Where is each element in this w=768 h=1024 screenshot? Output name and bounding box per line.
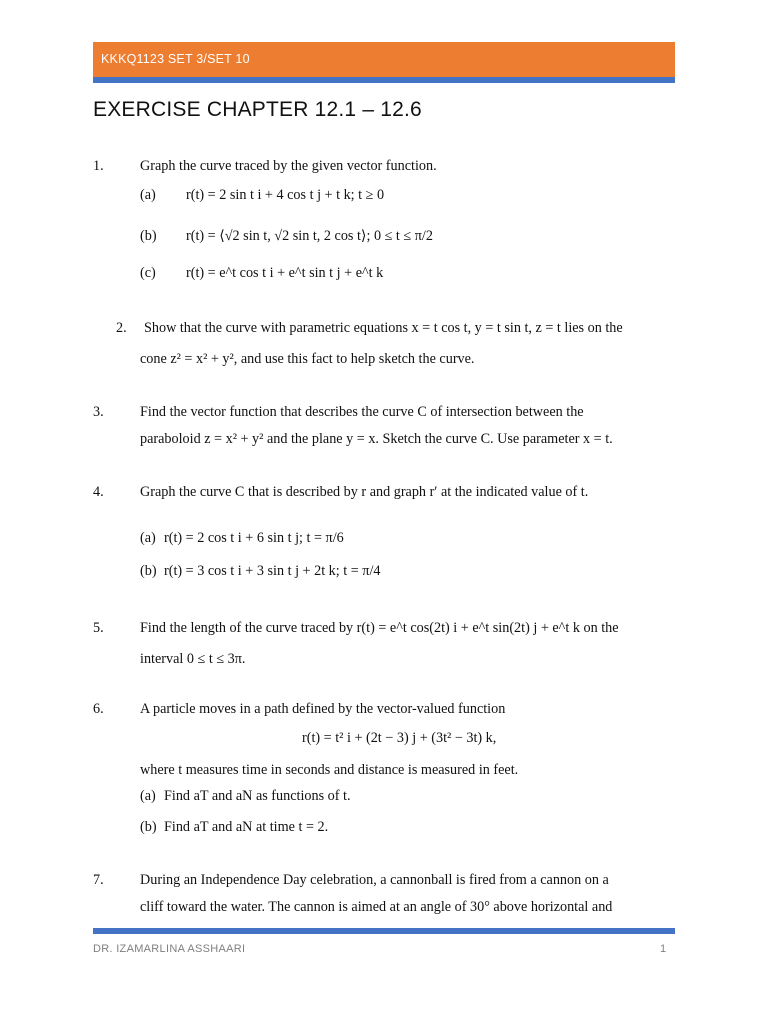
q1-c-expression: r(t) = e^t cos t i + e^t sin t j + e^t k [186,265,384,281]
q3-line1: Find the vector function that describes the curve C of intersection between the [140,404,584,420]
q7-number: 7. [93,872,104,888]
q6-b-label: (b) [140,819,157,835]
q3-number: 3. [93,404,104,420]
q6-line1: A particle moves in a path defined by the vector-valued function [140,701,506,717]
q4-a-label: (a) [140,530,156,546]
q2-line2: cone z² = x² + y², and use this fact to help sketch the curve. [140,351,475,367]
q1-a-expression: r(t) = 2 sin t i + 4 cos t j + t k; t ≥ 0 [186,187,385,203]
q4-b-expression: r(t) = 3 cos t i + 3 sin t j + 2t k; t = π/4 [164,563,381,579]
q1-number: 1. [93,158,104,174]
q5-line1: Find the length of the curve traced by r(t) = e^t cos(2t) i + e^t sin(2t) j + e^t k on the [140,620,619,636]
q6-a-text: Find aT and aN as functions of t. [164,788,351,804]
footer-rule [93,928,675,934]
q6-line2: where t measures time in seconds and distance is measured in feet. [140,762,519,778]
q7-line1: During an Independence Day celebration, a cannonball is fired from a cannon on a [140,872,609,888]
q6-b-text: Find aT and aN at time t = 2. [164,819,329,835]
q3-line2: paraboloid z = x² + y² and the plane y = x. Sketch the curve C. Use parameter x = t. [140,431,613,447]
q2-line1: Show that the curve with parametric equations x = t cos t, y = t sin t, z = t lies on the [144,320,623,336]
footer-author: DR. IZAMARLINA ASSHAARI [93,943,246,955]
q1-text: Graph the curve traced by the given vector function. [140,158,437,174]
course-code: KKKQ1123 SET 3/SET 10 [101,52,250,66]
q5-line2: interval 0 ≤ t ≤ 3π. [140,651,246,667]
q1-c-label: (c) [140,265,156,281]
q7-line2: cliff toward the water. The cannon is aimed at an angle of 30° above horizontal and [140,899,613,915]
q6-a-label: (a) [140,788,156,804]
page-number: 1 [660,943,667,955]
q4-text: Graph the curve C that is described by r and graph r′ at the indicated value of t. [140,484,589,500]
q6-number: 6. [93,701,104,717]
q2-number: 2. [116,320,127,336]
q4-number: 4. [93,484,104,500]
q1-a-label: (a) [140,187,156,203]
q1-b-expression: r(t) = ⟨√2 sin t, √2 sin t, 2 cos t⟩; 0 ≤ t ≤ π/2 [186,228,433,244]
q1-b-label: (b) [140,228,157,244]
header-rule [93,77,675,83]
q4-a-expression: r(t) = 2 cos t i + 6 sin t j; t = π/6 [164,530,344,546]
q5-number: 5. [93,620,104,636]
q4-b-label: (b) [140,563,157,579]
page-title: EXERCISE CHAPTER 12.1 – 12.6 [93,98,422,121]
q6-equation: r(t) = t² i + (2t − 3) j + (3t² − 3t) k, [302,730,497,746]
